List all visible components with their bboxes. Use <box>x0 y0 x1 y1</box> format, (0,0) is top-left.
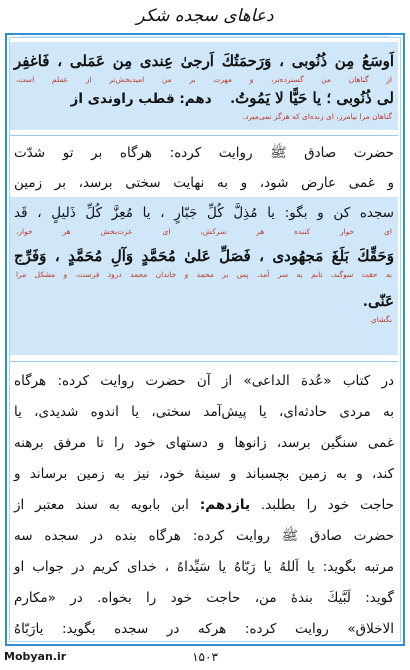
translation-line-4: به حقت سوگند، تابم به سر آمد، پس بر محمد و خاندان محمد درود فرست، و مشکل مرا <box>16 270 392 279</box>
narration2-line-5-post: ابن بابویه به سند معتبر از <box>14 497 189 513</box>
page-title: دعاهای سجده شکر <box>136 6 274 26</box>
narration1-line-4: وَحَقِّكَ بَلَغَ مَجهُودى ، فَصَلِّ عَلىٰ مُحَمَّدٍ وَآلِ مُحَمَّدٍ ، وَفَرِّج <box>14 247 394 265</box>
narration2-line-5-bold: یازدهم: <box>199 497 251 513</box>
narration2-line-6: حضرت صادق ﷺ روایت کرده: هرگاه بنده در سجده سه <box>14 528 394 544</box>
prayer-block-1 <box>10 42 398 130</box>
prayer-line-2 <box>10 85 398 112</box>
page-number: ۱۵۰۳ <box>192 650 218 664</box>
prayer-line-2-tail: دهم: قطب راوندی از <box>70 91 212 107</box>
translation-line-1: از گناهان من گسترده‌تر، و مهرت بر من امیدبخش‌تر از عملم است، <box>16 75 392 84</box>
site-watermark: Mobyan.ir <box>4 650 67 663</box>
narration2-line-3: غمی سنگین برسد، زانوها و دستهای خود را تا مرفق برهنه <box>14 435 394 451</box>
narration2-line-1: در کتاب «عُدة الداعی» از آن حضرت روایت کرده: هرگاه <box>14 373 394 389</box>
narration2-line-5 <box>10 492 398 519</box>
header-divider <box>20 36 390 37</box>
narration2-line-2: به مردی حادثه‌ای، یا پیش‌آمد سختی، یا اندوه شدیدی، یا <box>14 404 394 420</box>
narration2-line-9: الاخلاق» روایت کرده: هرکه در سجده بگوید: يارَبّاهُ <box>14 621 394 637</box>
narration1-line-1: حضرت صادق ﷺ روایت کرده: هرگاه بر تو شدّت <box>14 145 394 161</box>
translation-line-5: بگشای <box>370 315 392 324</box>
prayer-block-2 <box>10 197 398 355</box>
narration2-line-4: کند، و به زمین بچسباند و سینهٔ خود، نیز به زمین برساند و <box>14 466 394 482</box>
narration2-line-5-pre: حاجت خود را بطلبد. <box>260 497 395 513</box>
section-divider-2 <box>10 361 398 362</box>
section-divider-1 <box>10 135 398 136</box>
prayer-line-2-arabic: لى ذُنُوبى ؛ يا حَيًّا لا يَمُوتُ. <box>229 89 394 107</box>
narration2-line-7: مرتبه بگوید: يا اَللهُ يا رَبّاهُ يا سَيِّداهُ ، خدای کریم در جواب او <box>14 559 394 575</box>
narration1-line-2: و غمی عارض شود، و به نهایت سختی برسد، بر زمین <box>14 175 394 191</box>
prayer-line-1: اَوسَعُ مِن ذُنُوبى ، وَرَحمَتُكَ اَرجىٰ عِندى مِن عَمَلى ، فَاغفِر <box>14 52 394 70</box>
translation-line-3: ای خوار کننده هر سرکش، ای عزت‌بخش هر خوار، <box>16 227 392 236</box>
translation-line-2: گناهان مرا بیامرز، ای زنده‌ای که هرگز نمی‌میرد. <box>242 112 392 121</box>
narration-block-2 <box>10 368 398 643</box>
narration2-line-8: گوید: لَبَّيكَ بندهٔ من، حاجت خود را بخواه. در «مکارم <box>14 590 394 606</box>
narration-block-1 <box>10 140 398 197</box>
narration1-line-5: عَنّى. <box>362 292 394 310</box>
narration1-line-3: سجده کن و بگو: يا مُذِلَّ كُلِّ جَبّارٍ ، يا مُعِزَّ كُلِّ ذَليلٍ ، قَد <box>14 205 394 221</box>
